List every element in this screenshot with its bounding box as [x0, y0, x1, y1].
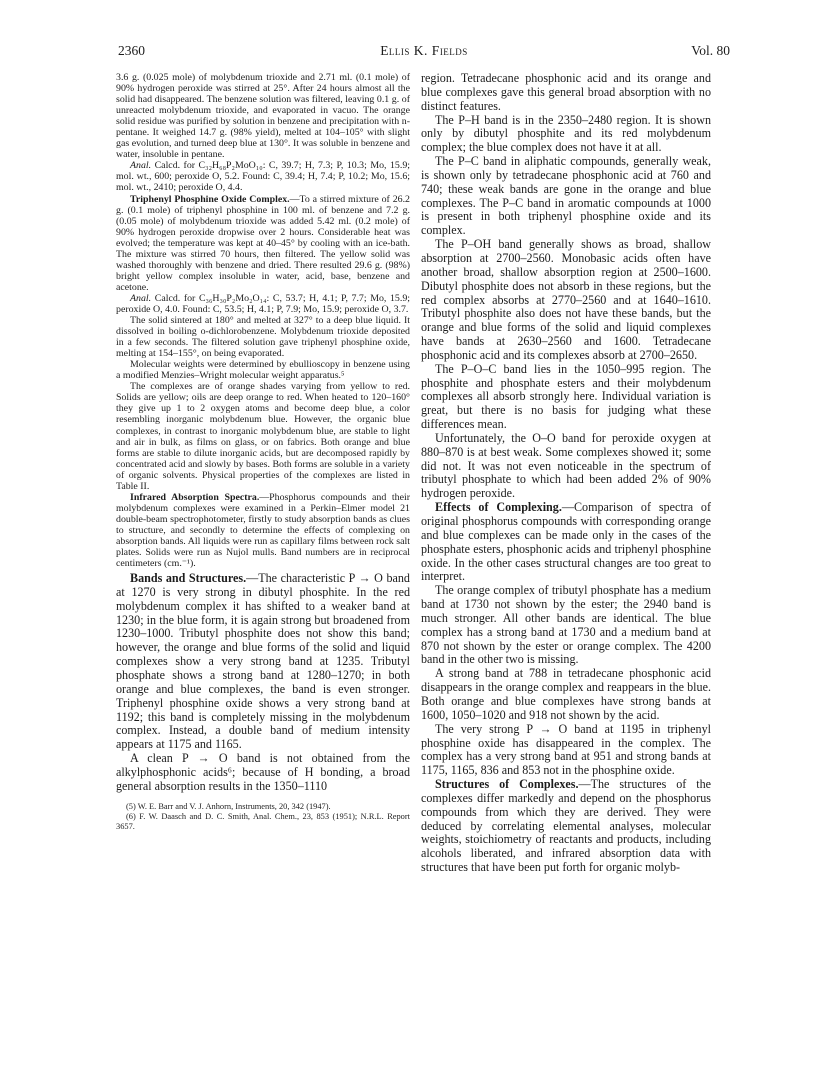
- paragraph: The P–C band in aliphatic compounds, generally weak, is shown only by tetradecane phosphonic acid at 760 and 740; these weak bands are gone in the orange and blue complexes. The P–C band in aromatic compounds at 1000 is present in both triphenyl phosphine oxide and its complex.: [421, 154, 711, 238]
- section-text: —Comparison of spectra of original phosphorus compounds with corresponding orange and blue complexes can be made only in the cases of the phosphate esters, phosphonic acids and triphenyl phosphine oxide. In the other cases structural changes are too great to interpret.: [421, 500, 711, 584]
- section-heading: Effects of Complexing.: [435, 500, 562, 515]
- anal-text: Calcd. for C₃₆H₃₀P₂Mo₂O₁₄: C, 53.7; H, 4.1; P, 7.7; Mo, 15.9; peroxide O, 4.0. Found: C, 53.5; H, 4.1; P, 7.9; Mo, 15.9; peroxide O, 3.7.: [116, 292, 411, 315]
- paragraph: A strong band at 788 in tetradecane phosphonic acid disappears in the orange complex and reappears in the blue. Both orange and blue complexes have strong bands at 1600, 1050–1020 and 918 not shown by the acid.: [421, 666, 711, 722]
- section-heading: Triphenyl Phosphine Oxide Complex.: [130, 193, 290, 205]
- paragraph: The orange complex of tributyl phosphate has a medium band at 1730 not shown by the ester; the 2940 band is much stronger. All other bands are identical. The blue complex has a strong band at 1730 and a medium band at 870 not shown by the ester or orange complex. The 4200 band in the other two is missing.: [421, 583, 711, 667]
- page-number: 2360: [118, 43, 145, 58]
- left-column: [116, 72, 410, 832]
- section-text: —The structures of the complexes differ markedly and depend on the phosphorus compounds from which they are derived. They were deduced by correlating elemental analyses, molecular weights, stoichiometry of reactants and products, including alcohols liberated, and infrared absorption data with structures that have been put forth for organic molyb-: [421, 777, 711, 875]
- paragraph: The P–H band is in the 2350–2480 region. It is shown only by dibutyl phosphite and its red molybdenum complex; the blue complex does not have it at all.: [421, 112, 711, 155]
- section-text: —The characteristic P → O band at 1270 is very strong in dibutyl phosphite. In the red molybdenum complex it has shifted to a weaker band at 1230; in the blue form, it is again strong but broadened from 1230–1000. Tributyl phosphite does not show this band; however, the orange and blue forms of the solid and liquid complexes show a very strong band at 1235. Tributyl phosphate shows a strong band at 1280–1270; in both orange and blue complexes, the band is even stronger. Triphenyl phosphine oxide shows a very strong band at 1192; this band is completely missing in the molybdenum complex. Instead, a double band of medium intensity appears at 1175 and 1165.: [116, 571, 410, 752]
- section-paragraph: [421, 778, 711, 875]
- paragraph: The P–OH band generally shows as broad, shallow absorption at 2700–2560. Monobasic acids often have another broad, shallow absorption region at 2500–1600. Dibutyl phosphite does not absorb in these regions, but the red complex absorbs at 2770–2560 and at 1640–1610. Tributyl phosphite also does not have these bands, but the orange and blue forms of the solid and liquid complexes have bands at 2630–2560 and 1600. Tetradecane phosphonic acid and its complexes absorb at 2700–2650.: [421, 237, 711, 362]
- section-paragraph: [421, 501, 711, 584]
- footnotes: [116, 802, 410, 832]
- section-paragraph: [116, 572, 410, 752]
- section-heading: Bands and Structures.: [130, 571, 247, 586]
- paragraph: region. Tetradecane phosphonic acid and its orange and blue complexes gave this general broad absorption with no distinct features.: [421, 71, 711, 113]
- paragraph: The complexes are of orange shades varying from yellow to red. Solids are yellow; oils are deep orange to red. When heated to 120–160° they give up 1 to 2 oxygen atoms and become deep blue, a color resembling inorganic molybdenum blue. However, the organic blue complexes, in contrast to inorganic molybdenum blue, are stable to light and air in bulk, as films on glass, or on fabrics. Both orange and blue forms are stable to dilute inorganic acids, but are decomposed rapidly by concentrated acid and slowly by bases. Both forms are soluble in a variety of organic solvents. Physical properties of the complexes are listed in Table II.: [116, 381, 410, 492]
- paragraph: The very strong P → O band at 1195 in triphenyl phosphine oxide has disappeared in the complex. The complex has a very strong band at 951 and strong bands at 1175, 1165, 836 and 853 not in the phosphine oxide.: [421, 721, 711, 778]
- footnote: (6) F. W. Daasch and D. C. Smith, Anal. Chem., 23, 853 (1951); N.R.L. Report 3657.: [116, 811, 410, 831]
- anal-text: Calcd. for C₃₂H₆₈P₂MoO₁₀: C, 39.7; H, 7.3; P, 10.3; Mo, 15.9; mol. wt., 600; peroxide O, 5.2. Found: C, 39.4; H, 7.4; P, 10.2; Mo, 15.6; mol. wt., 2410; peroxide O, 4.4.: [116, 160, 410, 194]
- section-paragraph: [116, 492, 410, 569]
- section-text: —Phosphorus compounds and their molybdenum complexes were examined in a Perkin–Elmer model 21 double-beam spectrophotometer, firstly to study absorption bands as clues to structure, and secondly to determine the effects of complexing on absorption bands. All liquids were run as capillary films between rock salt plates. Solids were run as Nujol mulls. Band numbers are in reciprocal centimeters (cm.⁻¹).: [116, 491, 411, 570]
- paragraph: Molecular weights were determined by ebullioscopy in benzene using a modified Menzies–Wright molecular weight apparatus.⁵: [116, 359, 410, 382]
- section-heading: Structures of Complexes.: [435, 777, 579, 792]
- paragraph: A clean P → O band is not obtained from the alkylphosphonic acids⁶; because of H bonding, a broad general absorption results in the 1350–1110: [116, 751, 410, 793]
- section-paragraph: [116, 194, 410, 293]
- footnote: (5) W. E. Barr and V. J. Anhorn, Instruments, 20, 342 (1947).: [126, 801, 331, 811]
- section-heading: Infrared Absorption Spectra.: [130, 491, 260, 503]
- volume-label: Vol. 80: [691, 43, 730, 58]
- analysis-paragraph: [116, 160, 410, 193]
- running-head: Ellis K. Fields: [380, 43, 468, 58]
- anal-label: Anal.: [130, 292, 152, 304]
- paragraph: The P–O–C band lies in the 1050–995 region. The phosphite and phosphate esters and their molybdenum complexes all absorb strongly here. Individual variation is great, but there is no basis for judging what these differences mean.: [421, 361, 711, 432]
- section-text: —To a stirred mixture of 26.2 g. (0.1 mole) of triphenyl phosphine in 100 ml. of benzene and 7.2 g. (0.05 mole) of molybdenum trioxide was added 5.42 ml. (0.2 mole) of 90% hydrogen peroxide dropwise over 2 hours. Considerable heat was evolved; the temperature was kept at 40–45° by cooling with an ice-bath. The mixture was stirred 70 hours, then filtered. The yellow solid was washed thoroughly with benzene and dried. There resulted 29.6 g. (98%) bright yellow complex insoluble in water, acid, base, benzene and acetone.: [116, 193, 410, 293]
- paragraph: 3.6 g. (0.025 mole) of molybdenum trioxide and 2.71 ml. (0.1 mole) of 90% hydrogen peroxide was stirred at 25°. After 24 hours almost all the solid had disappeared. The benzene solution was filtered, leaving 0.1 g. of unreacted molybdenum trioxide, and evaporated in vacuo. The orange solid residue was purified by solution in benzene and precipitation with n-pentane. It weighed 14.7 g. (98% yield), melted at 104–105° with slight gas evolution, and turned deep blue at 130°. It was soluble in benzene and water, insoluble in pentane.: [116, 72, 410, 161]
- paragraph: The solid sintered at 180° and melted at 327° to a deep blue liquid. It dissolved in boiling o-dichlorobenzene. Molybdenum trioxide deposited in a few seconds. The filtered solution gave triphenyl phosphine oxide, melting at 154–155°, on being evaporated.: [116, 315, 410, 360]
- right-column: [421, 72, 711, 875]
- paragraph: Unfortunately, the O–O band for peroxide oxygen at 880–870 is at best weak. Some complexes showed it; some did not. It was not even noticeable in the spectrum of tributyl phosphate to which had been added 2% of 90% hydrogen peroxide.: [421, 430, 711, 501]
- anal-label: Anal.: [130, 160, 152, 172]
- page-header: [118, 43, 730, 61]
- analysis-paragraph: [116, 293, 410, 315]
